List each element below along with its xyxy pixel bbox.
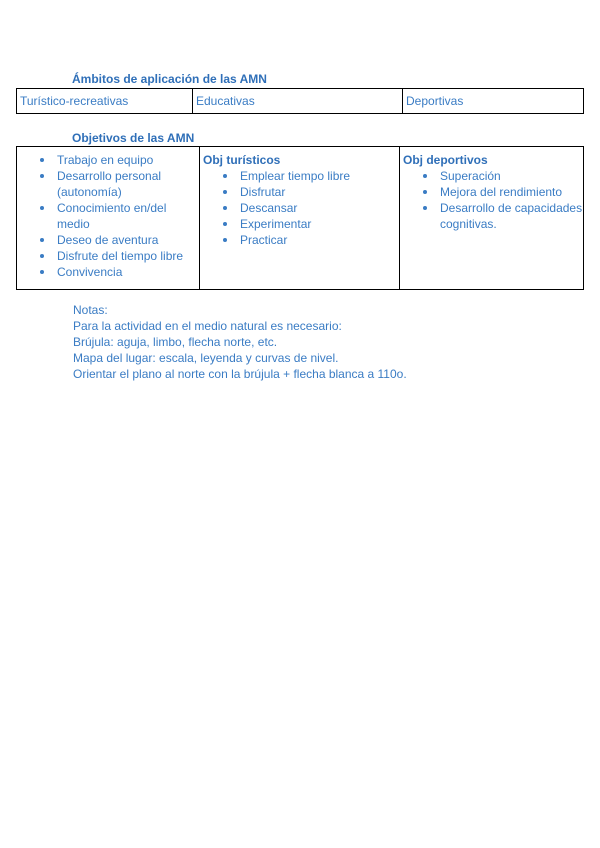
objetivos-turisticos-cell [200, 147, 400, 290]
list-item: Deseo de aventura [17, 232, 199, 248]
list-item: Desarrollo de capacidades cognitivas. [400, 200, 583, 232]
notas-line: Notas: [73, 303, 108, 317]
list-item: Trabajo en equipo [17, 152, 199, 168]
objetivos-general-cell [17, 147, 200, 290]
list-item: Mejora del rendimiento [400, 184, 583, 200]
notas-line: Mapa del lugar: escala, leyenda y curvas de nivel. [73, 351, 339, 365]
objetivos-general-list [17, 152, 199, 280]
list-item: Desarrollo personal (autonomía) [17, 168, 199, 200]
objetivos-deportivos-list [400, 168, 583, 232]
notas-line: Orientar el plano al norte con la brújula + flecha blanca a 110o. [73, 367, 407, 381]
objetivos-deportivos-cell [400, 147, 584, 290]
notas-line: Brújula: aguja, limbo, flecha norte, etc. [73, 335, 278, 349]
ambito-cell-turistico: Turístico-recreativas [17, 89, 193, 114]
table-row [17, 147, 584, 290]
table-row [17, 89, 584, 114]
list-item: Conocimiento en/del medio [17, 200, 199, 232]
list-item: Convivencia [17, 264, 199, 280]
obj-deportivos-title: Obj deportivos [403, 153, 488, 167]
ambitos-table [16, 88, 584, 114]
list-item: Emplear tiempo libre [200, 168, 399, 184]
list-item: Superación [400, 168, 583, 184]
list-item: Descansar [200, 200, 399, 216]
ambitos-heading: Ámbitos de aplicación de las AMN [72, 72, 267, 86]
list-item: Disfrute del tiempo libre [17, 248, 199, 264]
objetivos-turisticos-list [200, 168, 399, 248]
obj-turisticos-title: Obj turísticos [203, 153, 281, 167]
list-item: Experimentar [200, 216, 399, 232]
notas-block [73, 302, 407, 382]
ambito-cell-deportivas: Deportivas [403, 89, 584, 114]
list-item: Practicar [200, 232, 399, 248]
objetivos-heading: Objetivos de las AMN [72, 131, 195, 145]
objetivos-table [16, 146, 584, 290]
list-item: Disfrutar [200, 184, 399, 200]
ambito-cell-educativas: Educativas [193, 89, 403, 114]
notas-line: Para la actividad en el medio natural es necesario: [73, 319, 342, 333]
